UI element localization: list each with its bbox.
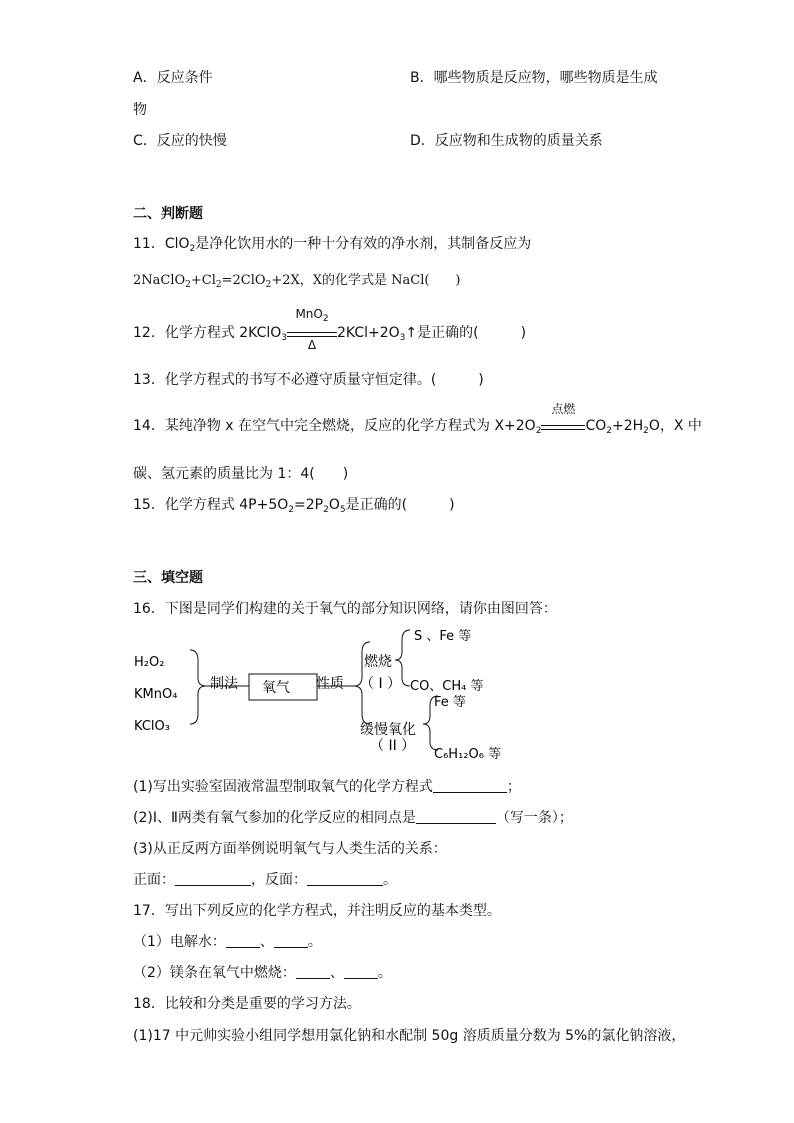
question-16: 16．下图是同学们构建的关于氧气的部分知识网络，请你由图回答： [133,601,557,617]
option-d: D．反应物和生成物的质量关系 [410,133,603,149]
answer-blank[interactable] [175,871,251,886]
option-a: A．反应条件 [133,70,213,86]
negative-label: ，反面： [251,872,307,888]
reaction-condition [287,307,337,352]
q15-text: O [328,497,340,513]
q14-sub: 2 [535,426,542,436]
left-brace [190,650,206,724]
q14-sub: 2 [606,426,612,436]
option-b: B．哪些物质是反应物，哪些物质是生成 [410,70,658,86]
answer-blank[interactable] [416,809,496,824]
positive-label: 正面： [133,872,175,888]
q15-text: =2P [294,497,324,513]
eq-part: 2NaClO [133,273,186,288]
q16-1-end: ； [506,779,521,795]
preparation-label: 制法 [210,676,238,692]
eq-sub: 2 [215,280,222,290]
heat-symbol: Δ [307,338,317,352]
section-title-judge: 二、判断题 [133,206,203,222]
q11-sub: 2 [189,244,196,254]
eq-part: +Cl [190,273,216,288]
h2o2-label: H₂O₂ [134,655,165,670]
answer-blank[interactable] [433,778,507,793]
eq-part: +2X，X的化学式是 NaCl( ) [271,273,461,288]
question-18-1: (1)17 中元帅实验小组同学想用氯化钠和水配制 50g 溶质质量分数为 5%的氯化钠溶液， [133,1028,686,1044]
category-2-label: （ II ） [370,738,416,754]
q14-text: CO [585,418,607,434]
q15-text: 15．化学方程式 4P+5O [133,497,289,513]
q17-1-text: （1）电解水： [133,934,226,950]
glucose-label: C₆H₁₂O₆ 等 [434,747,502,762]
question-14-cont: 碳、氢元素的质量比为 1：4( ) [133,466,349,482]
q12-text: 12．化学方程式 2KClO [133,325,282,341]
q14-text: +2H [611,418,644,434]
question-11 [133,233,531,254]
combustion-label: 燃烧 [364,654,392,670]
question-12 [133,307,527,352]
period: 。 [383,872,397,888]
q17-2-text: （2）镁条在氧气中燃烧： [133,965,296,981]
property-label: 性质 [316,676,344,692]
q16-2-end: （写一条）； [495,810,573,826]
reaction-condition [541,402,585,430]
period: 。 [377,965,392,981]
q14-text: O，X 中 [648,418,702,434]
q15-sub: 2 [323,505,329,515]
fe-label: Fe 等 [434,695,466,710]
oxygen-knowledge-diagram [120,622,520,770]
equals-sign [287,332,337,337]
section-title-fill: 三、填空题 [133,570,203,586]
question-15 [133,494,455,515]
catalyst-text: MnO [295,307,323,321]
question-17-2 [133,962,392,982]
q14-text: 14．某纯净物 x 在空气中完全燃烧，反应的化学方程式为 X+2O [133,418,536,434]
question-17-1 [133,931,322,951]
answer-blank[interactable] [274,933,308,948]
q16-1-text: (1)写出实验室固液常温型制取氧气的化学方程式 [133,779,433,795]
separator: 、 [329,965,344,981]
q16-2-text: (2)Ⅰ、Ⅱ两类有氧气参加的化学反应的相同点是 [133,810,416,826]
s-fe-label: S 、Fe 等 [414,629,472,644]
separator: 、 [259,934,274,950]
catalyst-sub: 2 [322,314,329,324]
q12-sub: 3 [281,333,288,343]
q15-text: 是正确的( ) [345,497,455,513]
oxygen-label: 氧气 [262,680,290,696]
question-13: 13．化学方程式的书写不必遵守质量守恒定律。( ) [133,372,484,388]
question-16-2 [133,807,573,827]
kclo3-label: KClO₃ [134,719,170,734]
kmno4-label: KMnO₄ [134,687,178,702]
q15-sub: 2 [288,505,295,515]
option-b-cont: 物 [133,102,147,118]
question-14 [133,402,702,436]
q14-sub: 2 [643,426,649,436]
q11-text: 11．ClO [133,236,190,252]
answer-blank[interactable] [296,964,330,979]
q12-text-post: 2KCl+2O [337,325,400,341]
question-16-3: (3)从正反两方面举例说明氧气与人类生活的关系： [133,841,447,857]
answer-blank[interactable] [344,964,378,979]
question-17: 17．写出下列反应的化学方程式，并注明反应的基本类型。 [133,903,501,919]
option-c: C．反应的快慢 [133,133,227,149]
eq-sub: 2 [185,280,191,290]
category-1-label: （ I ） [360,676,402,692]
question-16-1 [133,776,521,796]
answer-blank[interactable] [307,871,383,886]
answer-blank[interactable] [226,933,260,948]
q15-sub: 5 [339,505,346,515]
question-16-3-answer [133,869,397,889]
ignite-label: 点燃 [551,402,576,416]
equals-sign [541,425,585,430]
q11-text-post: 是净化饮用水的一种十分有效的净水剂，其制备反应为 [195,236,532,252]
catalyst-label [287,307,337,324]
eq-part: =2ClO [221,273,266,288]
eq-sub: 2 [265,280,272,290]
question-11-equation [133,269,461,290]
q12-sub2: 3 [399,333,406,343]
slow-oxidation-label: 缓慢氧化 [360,722,416,738]
q12-text-end: ↑是正确的( ) [405,325,527,341]
co-ch4-label: CO、CH₄ 等 [410,679,484,694]
period: 。 [307,934,322,950]
question-18: 18．比较和分类是重要的学习方法。 [133,996,361,1012]
